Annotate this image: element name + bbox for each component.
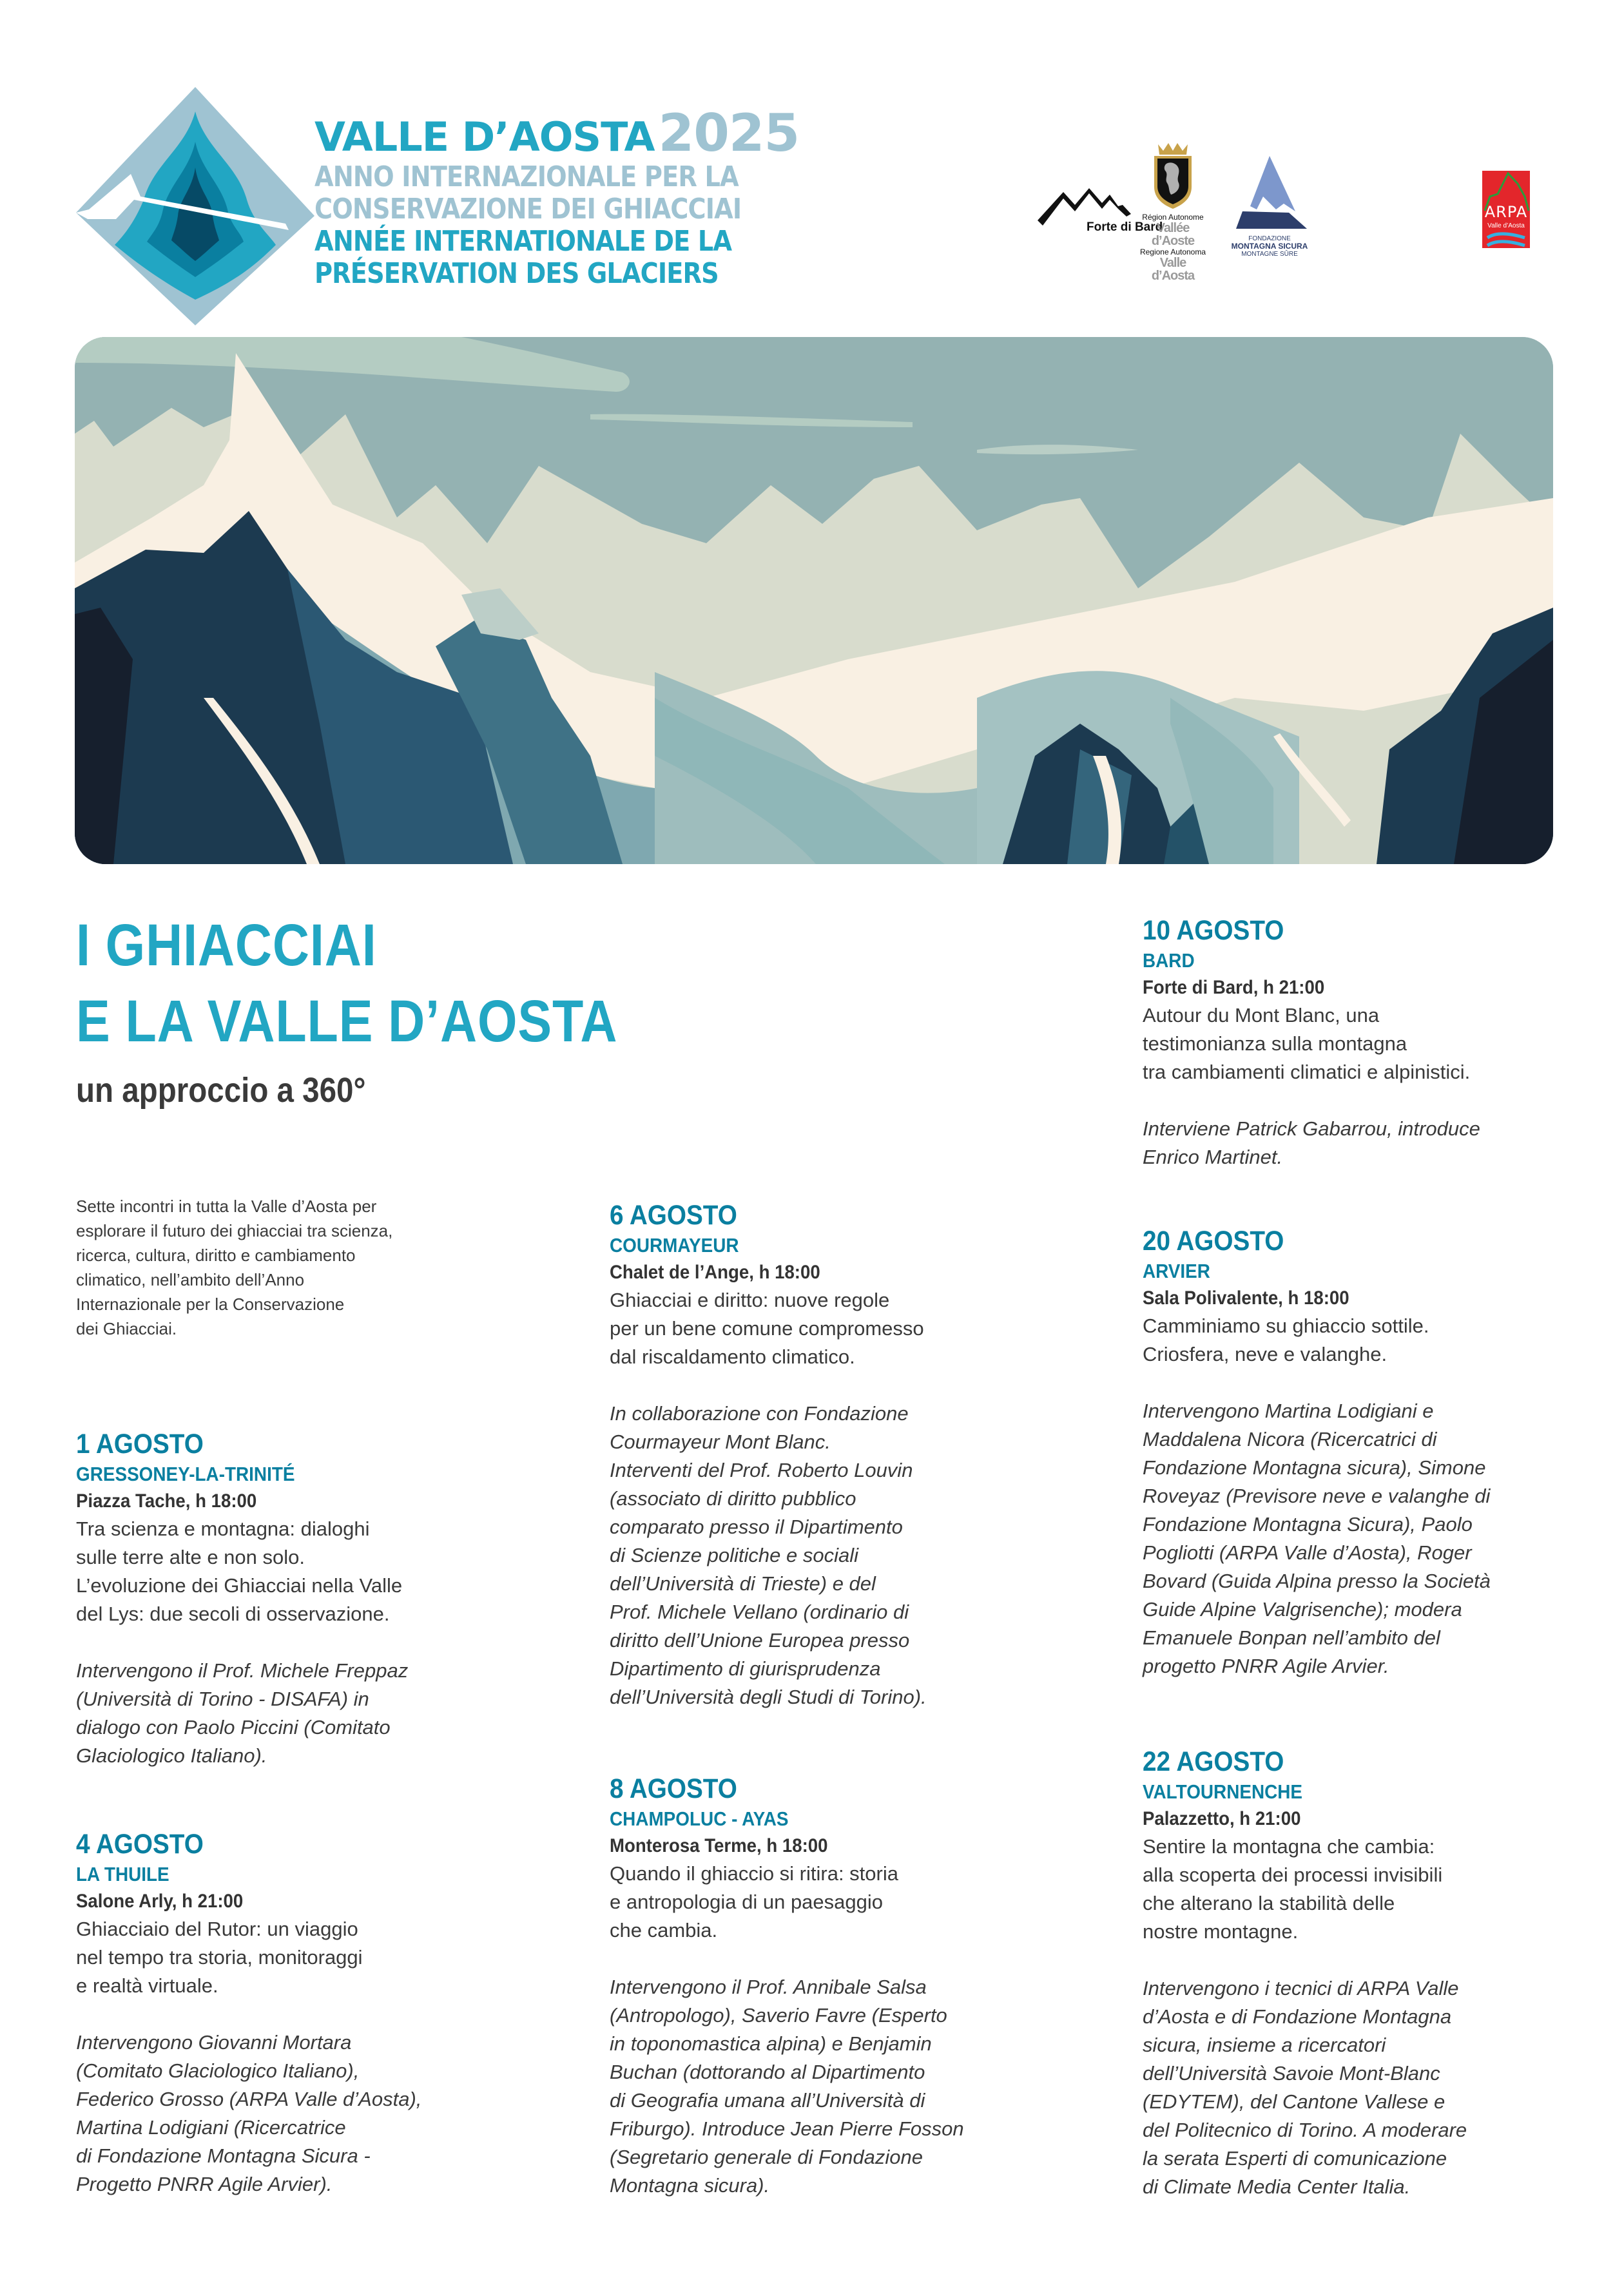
forte-di-bard-logo: Forte di Bard [1038, 180, 1154, 242]
event-venue: Sala Polivalente, h 18:00 [1143, 1287, 1349, 1309]
mountain-illustration [75, 337, 1553, 864]
event-town: ARVIER [1143, 1260, 1210, 1282]
event-date: 8 AGOSTO [610, 1773, 737, 1804]
brand-year: 2025 [658, 103, 800, 163]
brand-region: VALLE D’AOSTA [314, 113, 655, 160]
event-speakers: Intervengono il Prof. Michele Freppaz (Università di Torino - DISAFA) in dialogo con Paolo Piccini (Comitato Glaciologico Italiano). [76, 1659, 409, 1767]
event-item [610, 1772, 1048, 2200]
event-date: 1 AGOSTO [76, 1429, 204, 1459]
event-description: Camminiamo su ghiaccio sottile. Criosfera, neve e valanghe. [1143, 1315, 1429, 1365]
brand-it-line-1: ANNO INTERNAZIONALE PER LA [314, 160, 739, 193]
page-subtitle: un approccio a 360° [76, 1071, 366, 1110]
event-speakers: Interviene Patrick Gabarrou, introduce Enrico Martinet. [1143, 1117, 1480, 1168]
mountain-peak-icon [1231, 155, 1308, 232]
event-speakers: In collaborazione con Fondazione Courmayeur Mont Blanc. Interventi del Prof. Roberto Louvin (associato di diritto pubblico comparato presso il Dipartimento di Scienze politiche e sociali dell’Università di Trieste) e del Prof. Michele Vellano (ordinario di diritto dell’Unione Europea presso Dipartimento di giurisprudenza dell’Università degli Studi di Torino). [610, 1402, 927, 1708]
event-item [1143, 1745, 1581, 2201]
fondazione-montagna-sicura-logo: FONDAZIONE MONTAGNA SICURA MONTAGNE SÛRE [1224, 155, 1315, 264]
title-line-2: E LA VALLE D’AOSTA [76, 988, 618, 1054]
event-speakers: Intervengono Martina Lodigiani e Maddalena Nicora (Ricercatrici di Fondazione Montagna sicura), Simone Roveyaz (Previsore neve e valanghe di Fondazione Montagna Sicura), Paolo Pogliotti (ARPA Valle d’Aosta), Roger Bovard (Guida Alpina presso la Società Guide Alpine Valgrisenche); modera Emanuele Bonpan nell’ambito del progetto PNRR Agile Arvier. [1143, 1400, 1491, 1677]
event-venue: Forte di Bard, h 21:00 [1143, 977, 1325, 998]
event-date: 4 AGOSTO [76, 1829, 204, 1860]
event-date: 6 AGOSTO [610, 1200, 737, 1231]
regione-valle-daosta-logo: Région Autonome Vallée d’Aoste Regione Autonoma Valle d’Aosta [1137, 142, 1208, 277]
event-speakers: Intervengono Giovanni Mortara (Comitato Glaciologico Italiano), Federico Grosso (ARPA Valle d’Aosta), Martina Lodigiani (Ricercatrice di Fondazione Montagna Sicura - Progetto PNRR Agile Arvier). [76, 2031, 422, 2195]
event-venue: Piazza Tache, h 18:00 [76, 1490, 257, 1512]
brand-wordmark [314, 103, 804, 290]
event-description: Quando il ghiaccio si ritira: storia e antropologia di un paesaggio che cambia. [610, 1862, 898, 1941]
brand-fr-line-1: ANNÉE INTERNATIONALE DE LA [314, 225, 732, 258]
event-item [76, 1427, 514, 1770]
event-date: 10 AGOSTO [1143, 915, 1284, 946]
event-item [610, 1199, 1048, 1711]
glacier-diamond-logo-icon [76, 87, 314, 325]
event-description: Autour du Mont Blanc, una testimonianza sulla montagna tra cambiamenti climatici e alpinistici. [1143, 1004, 1471, 1083]
intro-paragraph: Sette incontri in tutta la Valle d’Aosta per esplorare il futuro dei ghiacciai tra scienza, ricerca, cultura, diritto e cambiamento climatico, nell’ambito dell’Anno Internazionale per la Conservazione dei Ghiacciai. [76, 1197, 393, 1338]
event-description: Ghiacciaio del Rutor: un viaggio nel tempo tra storia, monitoraggi e realtà virtuale. [76, 1918, 363, 1997]
event-town: COURMAYEUR [610, 1234, 739, 1257]
arpa-valle-daosta-logo: ARPA Valle d’Aosta [1482, 171, 1530, 248]
brand-it-line-2: CONSERVAZIONE DEI GHIACCIAI [314, 193, 742, 226]
brand-fr-line-2: PRÉSERVATION DES GLACIERS [314, 257, 719, 290]
page-title [76, 907, 617, 1059]
event-town: BARD [1143, 949, 1195, 972]
event-item [76, 1827, 514, 2199]
event-town: LA THUILE [76, 1863, 169, 1885]
event-venue: Salone Arly, h 21:00 [76, 1891, 244, 1912]
partner-logos [1031, 135, 1579, 283]
glacier-mountains-icon [75, 337, 1553, 864]
event-speakers: Intervengono il Prof. Annibale Salsa (Antropologo), Saverio Favre (Esperto in toponomastica alpina) e Benjamin Buchan (dottorando al Dipartimento di Geografia umana all’Università di Friburgo). Introduce Jean Pierre Fosson (Segretario generale di Fondazione Montagna sicura). [610, 1976, 964, 2197]
event-venue: Monterosa Terme, h 18:00 [610, 1835, 828, 1856]
event-venue: Palazzetto, h 21:00 [1143, 1808, 1301, 1829]
event-description: Ghiacciai e diritto: nuove regole per un bene comune compromesso dal riscaldamento climatico. [610, 1289, 924, 1368]
event-item [1143, 914, 1581, 1171]
event-date: 20 AGOSTO [1143, 1226, 1284, 1257]
title-line-1: I GHIACCIAI [76, 912, 377, 978]
coat-of-arms-icon [1150, 142, 1195, 209]
event-town: GRESSONEY-LA-TRINITÉ [76, 1463, 295, 1485]
event-description: Sentire la montagna che cambia: alla scoperta dei processi invisibili che alterano la stabilità delle nostre montagne. [1143, 1835, 1443, 1943]
event-item [1143, 1224, 1581, 1681]
event-venue: Chalet de l’Ange, h 18:00 [610, 1262, 820, 1283]
event-speakers: Intervengono i tecnici di ARPA Valle d’Aosta e di Fondazione Montagna sicura, insieme a ricercatori dell’Università Savoie Mont-Blanc (EDYTEM), del Cantone Vallese e del Politecnico di Torino. A moderare la serata Esperti di comunicazione di Climate Media Center Italia. [1143, 1977, 1467, 2198]
event-town: VALTOURNENCHE [1143, 1780, 1303, 1803]
event-town: CHAMPOLUC - AYAS [610, 1807, 789, 1830]
event-description: Tra scienza e montagna: dialoghi sulle terre alte e non solo. L’evoluzione dei Ghiacciai nella Valle del Lys: due secoli di osservazione. [76, 1517, 403, 1625]
event-date: 22 AGOSTO [1143, 1746, 1284, 1777]
